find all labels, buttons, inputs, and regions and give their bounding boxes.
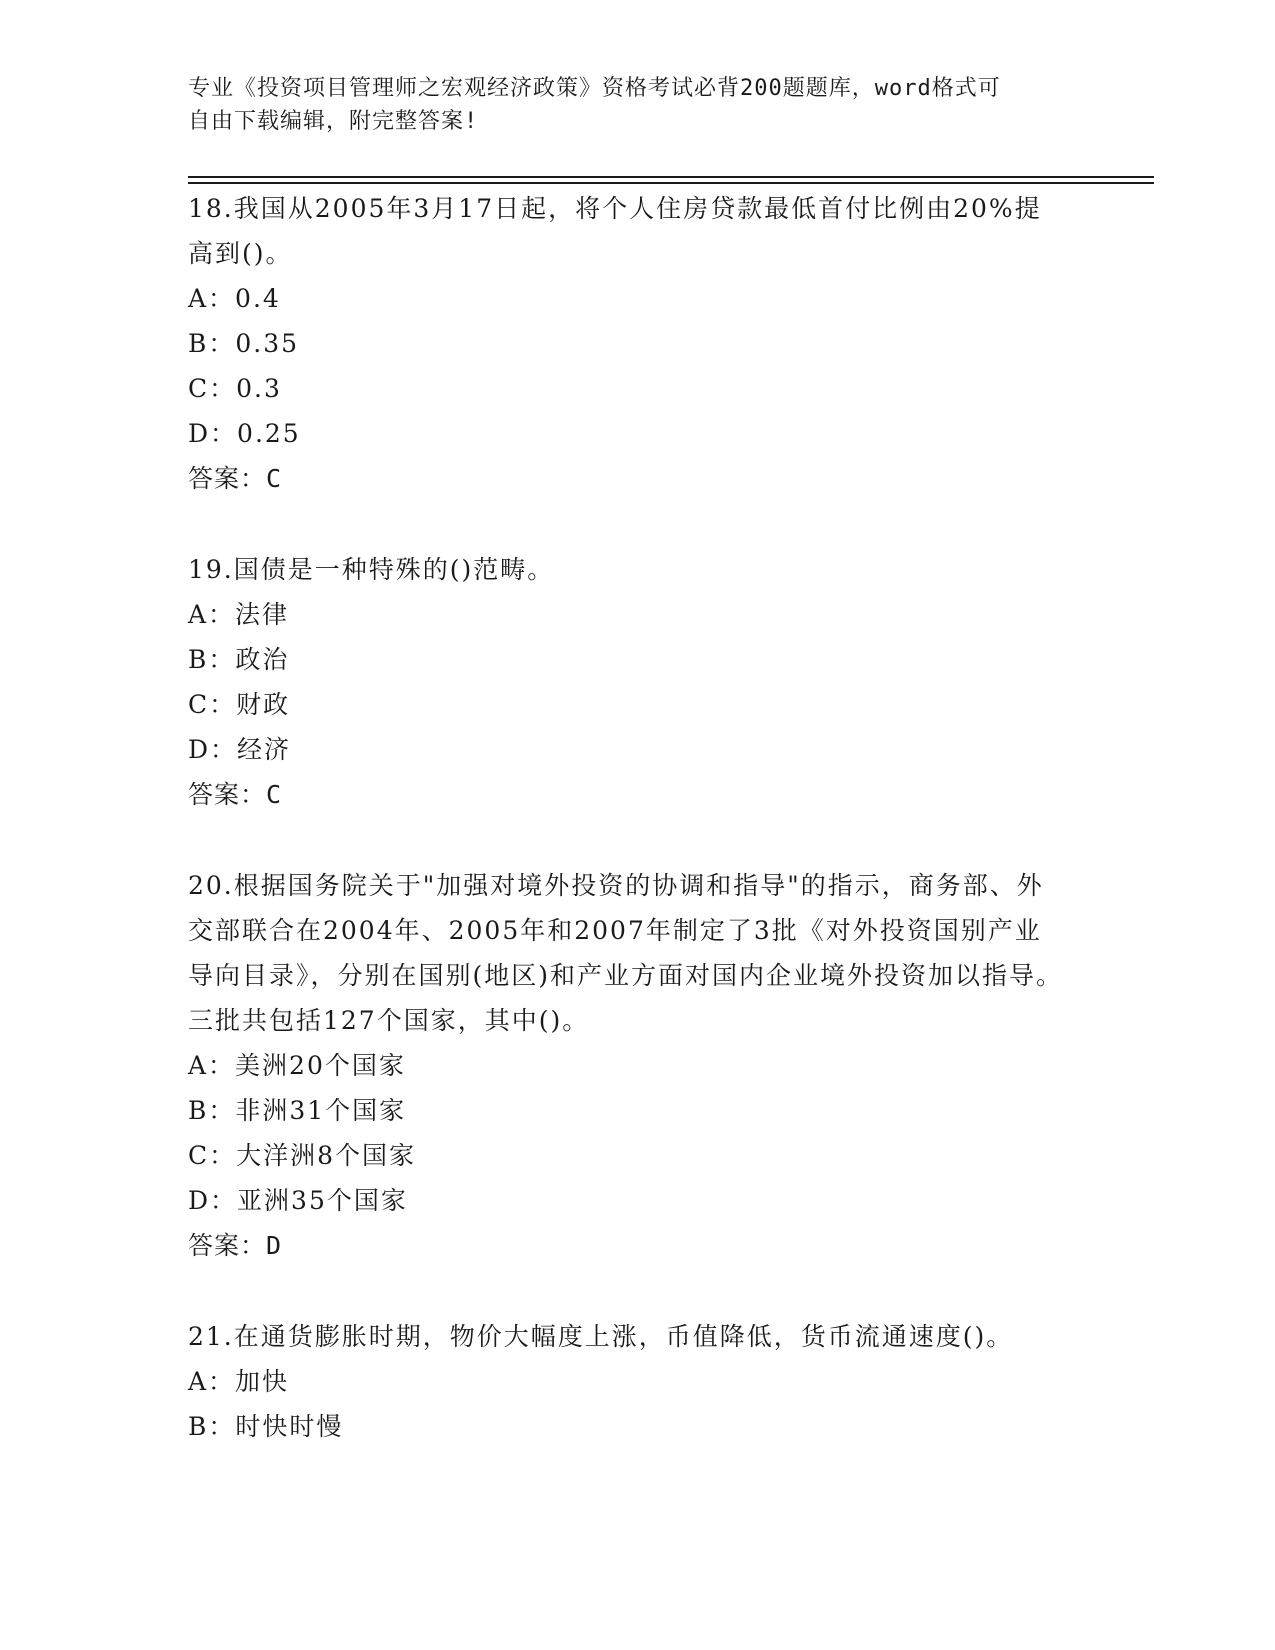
header-line-2: 自由下载编辑，附完整答案! bbox=[188, 109, 479, 134]
header-line-1: 专业《投资项目管理师之宏观经济政策》资格考试必背200题题库，word格式可 bbox=[188, 76, 1001, 101]
option-c: C：大洋洲8个国家 bbox=[188, 1141, 417, 1170]
answer: 答案：C bbox=[188, 464, 283, 493]
answer: 答案：D bbox=[188, 1231, 283, 1260]
option-c: C：0.3 bbox=[188, 374, 282, 403]
question-list bbox=[188, 186, 1068, 1495]
option-a: A：加快 bbox=[188, 1367, 290, 1396]
question-text: 18.我国从2005年3月17日起，将个人住房贷款最低首付比例由20%提高到()。 bbox=[188, 194, 1042, 268]
option-a: A：0.4 bbox=[188, 284, 281, 313]
option-b: B：非洲31个国家 bbox=[188, 1096, 407, 1125]
question-19 bbox=[188, 547, 1068, 817]
question-text: 20.根据国务院关于"加强对境外投资的协调和指导"的指示，商务部、外交部联合在2004年、2005年和2007年制定了3批《对外投资国别产业导向目录》，分别在国别(地区)和产业方面对国内企业境外投资加以指导。三批共包括127个国家，其中()。 bbox=[188, 871, 1064, 1035]
question-21 bbox=[188, 1314, 1068, 1449]
option-d: D：经济 bbox=[188, 735, 292, 764]
option-a: A：美洲20个国家 bbox=[188, 1051, 406, 1080]
option-c: C：财政 bbox=[188, 690, 291, 719]
option-b: B：政治 bbox=[188, 645, 290, 674]
question-text: 21.在通货膨胀时期，物价大幅度上涨，币值降低，货币流通速度()。 bbox=[188, 1322, 1014, 1351]
question-18 bbox=[188, 186, 1068, 501]
option-a: A：法律 bbox=[188, 600, 290, 629]
document-header bbox=[188, 72, 1068, 138]
option-b: B：0.35 bbox=[188, 329, 300, 358]
option-d: D：0.25 bbox=[188, 419, 301, 448]
question-20 bbox=[188, 863, 1068, 1268]
header-divider-top bbox=[188, 176, 1154, 178]
answer: 答案：C bbox=[188, 780, 283, 809]
header-divider-bottom bbox=[188, 182, 1154, 184]
option-b: B：时快时慢 bbox=[188, 1412, 344, 1441]
question-text: 19.国债是一种特殊的()范畴。 bbox=[188, 555, 555, 584]
option-d: D：亚洲35个国家 bbox=[188, 1186, 408, 1215]
